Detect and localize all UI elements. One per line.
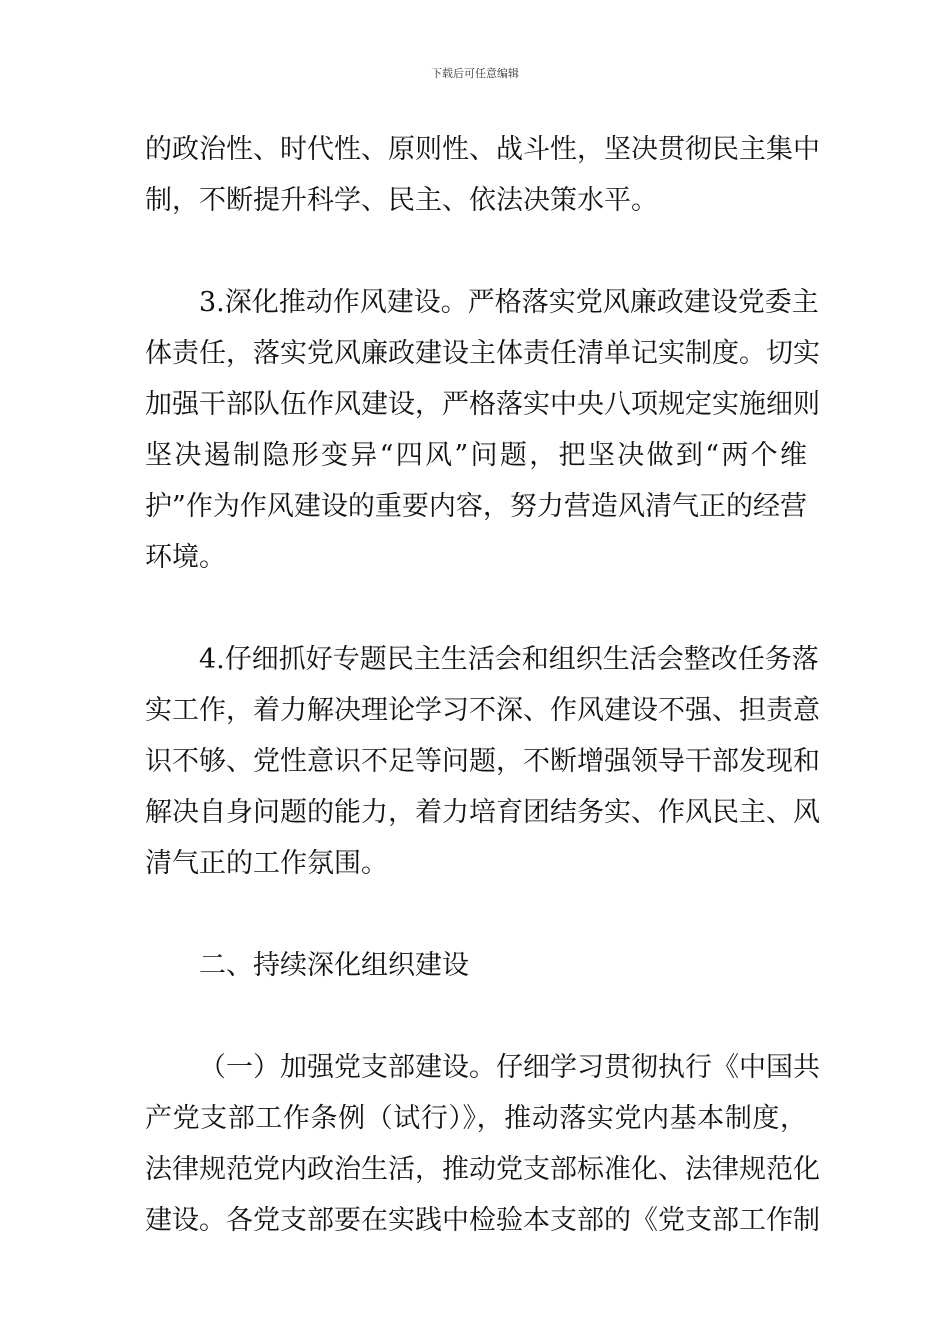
text-line: （一）加强党支部建设。仔细学习贯彻执行《中国共 xyxy=(199,1052,820,1083)
text-line: 法律规范党内政治生活，推动党支部标准化、法律规范化 xyxy=(145,1154,820,1185)
text-line: 产党支部工作条例（试行）》，推动落实党内基本制度， xyxy=(145,1103,807,1134)
page-header: 下载后可任意编辑 xyxy=(431,67,519,80)
text-line: 解决自身问题的能力，着力培育团结务实、作风民主、风 xyxy=(145,797,820,828)
paragraph-gap xyxy=(145,889,807,940)
paragraph xyxy=(145,277,820,583)
text-line: 护”作为作风建设的重要内容，努力营造风清气正的经营 xyxy=(145,491,807,522)
text-line: 制，不断提升科学、民主、依法决策水平。 xyxy=(145,185,658,216)
section-heading xyxy=(145,940,807,991)
paragraph xyxy=(145,634,820,889)
text-line: 环境。 xyxy=(145,542,226,573)
paragraph-gap xyxy=(145,226,807,277)
text-line: 建设。各党支部要在实践中检验本支部的《党支部工作制 xyxy=(145,1205,820,1236)
text-line: 4.仔细抓好专题民主生活会和组织生活会整改任务落 xyxy=(199,644,819,675)
document-body xyxy=(145,124,820,1246)
paragraph xyxy=(145,1042,820,1246)
paragraph-gap xyxy=(145,583,807,634)
text-line: 体责任，落实党风廉政建设主体责任清单记实制度。切实 xyxy=(145,338,820,369)
paragraph-gap xyxy=(145,991,807,1042)
text-line: 清气正的工作氛围。 xyxy=(145,848,388,879)
text-line: 3.深化推动作风建设。严格落实党风廉政建设党委主 xyxy=(199,287,819,318)
text-line: 加强干部队伍作风建设，严格落实中央八项规定实施细则 xyxy=(145,389,820,420)
paragraph xyxy=(145,124,820,226)
text-line: 坚决遏制隐形变异“四风”问题，把坚决做到“两个维 xyxy=(145,440,807,471)
text-line: 实工作，着力解决理论学习不深、作风建设不强、担责意 xyxy=(145,695,820,726)
text-line: 的政治性、时代性、原则性、战斗性，坚决贯彻民主集中 xyxy=(145,134,820,165)
heading-line: 二、持续深化组织建设 xyxy=(199,950,469,981)
text-line: 识不够、党性意识不足等问题，不断增强领导干部发现和 xyxy=(145,746,820,777)
